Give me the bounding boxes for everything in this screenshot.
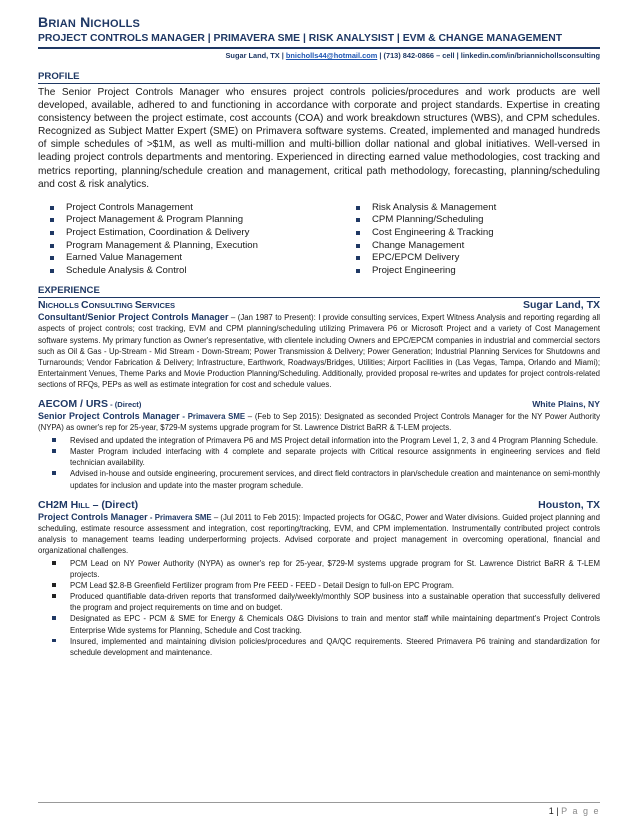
list-item: EPC/EPCM Delivery (356, 252, 596, 265)
company-location: White Plains, NY (532, 398, 600, 409)
company-name: NICHOLLS CONSULTING SERVICES (38, 299, 176, 312)
page-footer (38, 802, 600, 817)
experience-heading: EXPERIENCE (38, 285, 100, 297)
list-item: PCM Lead on NY Power Authority (NYPA) as owner's rep for 25-year, $729-M systems upgrade program for St. Lawrence District BaRR & T-LEM projects. (52, 558, 600, 580)
header-rule (38, 47, 600, 49)
profile-text: The Senior Project Controls Manager who ensures project controls policies/procedures and work products are well developed, available, adhered to and functioning in accordance with corporate and project standards. Expertise in creating consistency between the project estimate, cost accounts (COA) and work breakdown structures (WBS), and CPM schedules. Recognized as Subject Matter Expert (SME) on Primavera software systems. Created, implemented and managed hundreds of simple schedules of >$1M, as well as multi-million and multi-billion dollar national and global initiatives. Well-versed in leading project controls departments and mentoring. Experienced in directing earned value methodologies, cost tracking and metrics reporting, planning/schedule creation and management, critical path methodology, forecasting, planning/scheduling and cost & risk analytics. (38, 87, 600, 190)
job-title: Consultant/Senior Project Controls Manager (38, 312, 229, 323)
location: Sugar Land, TX | (225, 51, 284, 60)
list-item: Produced quantifiable data-driven reports that transformed daily/weekly/monthly SOP business into a sustainable operation that successfully delivered the program and project requirements on time and on budget. (52, 591, 600, 613)
company-location: Houston, TX (538, 498, 600, 511)
bullet-square-icon (356, 206, 360, 210)
list-item: Schedule Analysis & Control (50, 265, 356, 278)
bullet-square-icon (356, 231, 360, 235)
bullet-square-icon (50, 256, 54, 260)
headline: PROJECT CONTROLS MANAGER | PRIMAVERA SME | RISK ANALYSIST | EVM & CHANGE MANAGEMENT (38, 33, 563, 44)
bullet-square-icon (52, 594, 56, 598)
bullet-square-icon (50, 244, 54, 248)
list-item: Advised in-house and outside engineering, procurement services, and direct field contractors in plan/schedule creation and maintenance on semi-monthly updates for inclusion and update into the master program schedule. (52, 468, 600, 490)
company-row (38, 399, 600, 410)
skills-list (38, 202, 600, 278)
list-item: Insured, implemented and maintaining division policies/procedures and QA/QC requirements. Steered Primavera P6 training and standardization for schedule development and maintenance. (52, 636, 600, 658)
bullet-square-icon (50, 231, 54, 235)
job-description: Senior Project Controls Manager - Primavera SME – (Feb to Sep 2015): Designated as seconded Project Controls Manager for the NY Power Authority (NYPA) as owner's rep for 25-year, $729-M systems upgrade program for St. Lawrence District BaRR & T-LEM projects. (38, 410, 600, 433)
job-ch2m (38, 500, 600, 658)
list-item: PCM Lead $2.8-B Greenfield Fertilizer program from Pre FEED - FEED - Detail Design to full-on EPC Program. (52, 580, 600, 591)
company-name: CH2M HILL – (Direct) (38, 498, 139, 511)
job-description: Consultant/Senior Project Controls Manager – (Jan 1987 to Present): I provide consulting services, Expert Witness Analysis and reporting regarding all aspects of project controls; cost tracking, EVM and CPM planning/scheduling utilizing Primavera P6 or Microsoft Project and a variety of Cost Management software systems. My primary function as Owner's representative, with clientele including Owners and EPC/EPCM companies in industrial and commercial sectors such as Oil & Gas - Up-Stream - Mid Stream - Down-Stream; Power Transmission & Delivery; Power Generation; Industrial Planning Services for Shutdowns and Turnarounds; Vendor Fabrication & Delivery; Infrastructure, Earthwork, Roadways/Bridges, Utilities; Airport Facilities in (Las Vegas, Tampa, Orlando and Miami); Entertainment Venues, Theme Parks and Movie Production Planning/Scheduling. Additionally, provided proposal re-writes and updates for project controls-related sections of RFQs, PEPs as well as estimate integration for cost and schedule values. (38, 312, 600, 389)
contact-line: Sugar Land, TX | bnicholls44@hotmail.com | (713) 842-0866 – cell | linkedin.com/in/briannichollsconsulting (225, 51, 600, 60)
job-nicholls (38, 300, 600, 390)
phone: (713) 842-0866 – cell (383, 51, 455, 60)
job-title: Senior Project Controls Manager (38, 410, 180, 421)
bullet-square-icon (356, 256, 360, 260)
footer-rule (38, 802, 600, 803)
bullet-square-icon (52, 616, 56, 620)
email-link[interactable]: bnicholls44@hotmail.com (285, 51, 378, 60)
list-item: Designated as EPC - PCM & SME for Energy & Chemicals O&G Divisions to train and mentor staff while maintaining department's Project Controls Enterprise Wide systems for Planning, Schedule and Cost tracking. (52, 613, 600, 635)
bullet-square-icon (356, 269, 360, 273)
company-row (38, 500, 600, 511)
bullet-square-icon (50, 269, 54, 273)
bullet-square-icon (50, 206, 54, 210)
bullet-square-icon (52, 438, 56, 442)
bullet-square-icon (52, 583, 56, 587)
page-number: 1 | P a g e (548, 806, 600, 816)
company-location: Sugar Land, TX (522, 299, 600, 312)
bullet-square-icon (52, 471, 56, 475)
list-item: CPM Planning/Scheduling (356, 214, 596, 227)
list-item: Program Management & Planning, Execution (50, 240, 356, 253)
list-item: Risk Analysis & Management (356, 202, 596, 215)
linkedin: linkedin.com/in/briannichollsconsulting (460, 51, 600, 60)
list-item: Project Engineering (356, 265, 596, 278)
list-item: Project Management & Program Planning (50, 214, 356, 227)
job-description: Project Controls Manager - Primavera SME – (Jul 2011 to Feb 2015): Impacted projects for OG&C, Power and Water divisions. Guided project planning and scheduling, estimate resource assessment and integration, cost reporting/tracking, EVM, and CPM implementation. Instrumentally contributed project controls analysis to management teams leading underperforming projects. Advised corporate and project management in overcoming operational, financial and organizational challenges. (38, 511, 600, 555)
candidate-name: BRIAN NICHOLLS (38, 14, 141, 30)
profile-heading: PROFILE (38, 71, 80, 82)
job-title: Project Controls Manager (38, 511, 148, 522)
list-item: Earned Value Management (50, 252, 356, 265)
list-item: Project Estimation, Coordination & Delivery (50, 227, 356, 240)
list-item: Cost Engineering & Tracking (356, 227, 596, 240)
list-item: Master Program included interfacing with 4 complete and separate projects with Critical resource assignments in engineering services and field technician availability. (52, 446, 600, 468)
job-aecom (38, 399, 600, 491)
bullet-square-icon (50, 218, 54, 222)
company-row (38, 300, 600, 311)
list-item: Revised and updated the integration of Primavera P6 and MS Project detail information into the Program Level 1, 2, 3 and 4 Program Planning Schedule. (52, 435, 600, 446)
bullet-square-icon (52, 639, 56, 643)
list-item: Project Controls Management (50, 202, 356, 215)
list-item: Change Management (356, 240, 596, 253)
bullet-square-icon (356, 244, 360, 248)
bullet-square-icon (52, 561, 56, 565)
bullet-square-icon (356, 218, 360, 222)
bullet-square-icon (52, 449, 56, 453)
job-bullets (38, 435, 600, 490)
experience-rule (38, 297, 600, 298)
job-bullets (38, 558, 600, 658)
company-name: AECOM / URS - (Direct) (38, 397, 142, 410)
profile-rule (38, 83, 600, 84)
